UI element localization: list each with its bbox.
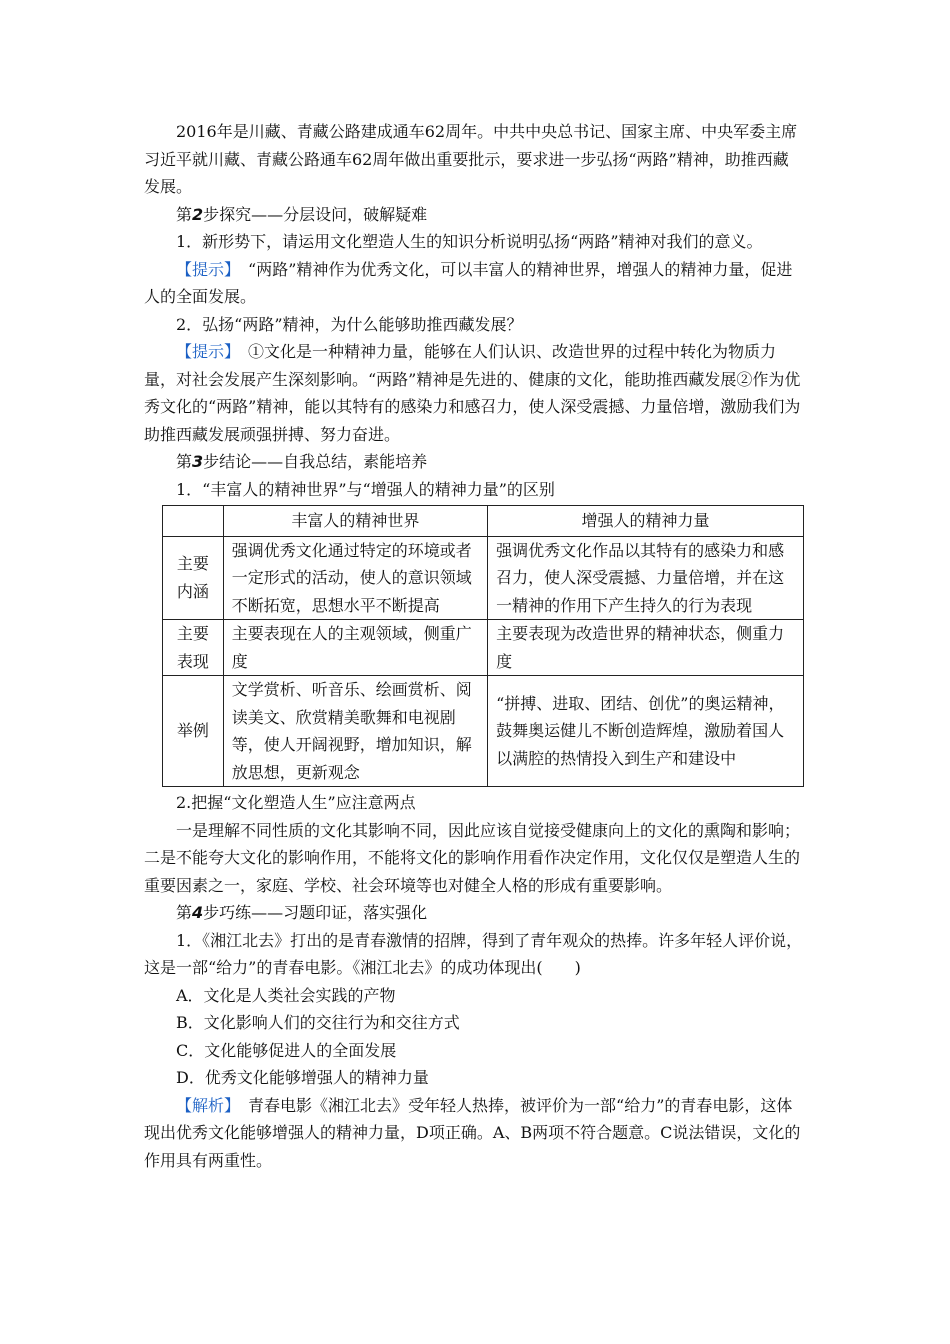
hint-label: 【提示】 — [176, 342, 233, 361]
table-header-row — [163, 506, 804, 537]
option-b: B．文化影响人们的交往行为和交往方式 — [176, 1013, 460, 1032]
step-3-heading — [144, 448, 804, 476]
step-title: 步探究——分层设问，破解疑难 — [203, 204, 428, 224]
table-header-cell — [163, 506, 224, 537]
table-row — [163, 620, 804, 676]
option-d: D．优秀文化能够增强人的精神力量 — [176, 1068, 429, 1087]
analysis-text: 青春电影《湘江北去》受年轻人热捧，被评价为一部“给力”的青春电影，这体现出优秀文化能够增强人的精神力量，D项正确。A、B两项不符合题意。C说法错误，文化的作用具有两重性。 — [144, 1095, 801, 1170]
question-2: 2．弘扬“两路”精神，为什么能够助推西藏发展？ — [176, 314, 523, 334]
step-2-heading — [144, 201, 804, 229]
step-title: 步巧练——习题印证，落实强化 — [203, 903, 428, 922]
intro-paragraph: 2016年是川藏、青藏公路建成通车62周年。中共中央总书记、国家主席、中央军委主席习近平就川藏、青藏公路通车62周年做出重要批示，要求进一步弘扬“两路”精神，助推西藏发展。 — [144, 122, 798, 196]
table-row — [163, 676, 804, 787]
option-a: A．文化是人类社会实践的产物 — [176, 985, 396, 1005]
question-1: 1．新形势下，请运用文化塑造人生的知识分析说明弘扬“两路”精神对我们的意义。 — [176, 232, 763, 251]
step-prefix: 第 — [176, 903, 193, 922]
table-row — [163, 536, 804, 620]
table-cell: 主要表现在人的主观领域，侧重广度 — [223, 620, 487, 676]
hint-2-text: ①文化是一种精神力量，能够在人们认识、改造世界的过程中转化为物质力量，对社会发展产生深刻影响。“两路”精神是先进的、健康的文化，能助推西藏发展②作为优秀文化的“两路”精神，能以其特有的感染力和感召力，使人深受震撼、力量倍增，激励我们为助推西藏发展顽强拼搏、努力奋进。 — [144, 342, 801, 444]
hint-2 — [144, 338, 804, 448]
option-c: C．文化能够促进人的全面发展 — [176, 1040, 397, 1060]
step-number: 4 — [192, 903, 204, 922]
row-label: 主要内涵 — [163, 536, 224, 620]
hint-label: 【提示】 — [176, 259, 233, 279]
step-prefix: 第 — [176, 452, 193, 471]
step-4-heading — [144, 899, 804, 927]
table-header-cell: 增强人的精神力量 — [488, 506, 804, 537]
conclusion-2-text: 一是理解不同性质的文化其影响不同，因此应该自觉接受健康向上的文化的熏陶和影响；二是不能夸大文化的影响作用，不能将文化的影响作用看作决定作用，文化仅仅是塑造人生的重要因素之一，家庭、学校、社会环境等也对健全人格的形成有重要影响。 — [144, 820, 801, 895]
table-header-cell: 丰富人的精神世界 — [223, 506, 487, 537]
comparison-table — [162, 505, 804, 787]
table-cell: 文学赏析、听音乐、绘画赏析、阅读美文、欣赏精美歌舞和电视剧等，使人开阔视野，增加知识，解放思想，更新观念 — [223, 676, 487, 787]
hint-1-text: “两路”精神作为优秀文化，可以丰富人的精神世界，增强人的精神力量，促进人的全面发展。 — [144, 259, 793, 306]
table-cell: 强调优秀文化作品以其特有的感染力和感召力，使人深受震撼、力量倍增，并在这一精神的作用下产生持久的行为表现 — [488, 536, 804, 620]
document-content — [144, 118, 804, 1174]
analysis-label: 【解析】 — [176, 1095, 233, 1115]
table-cell: 强调优秀文化通过特定的环境或者一定形式的活动，使人的意识领域不断拓宽，思想水平不断提高 — [223, 536, 487, 620]
step-number: 2 — [192, 204, 204, 224]
analysis-paragraph — [144, 1092, 804, 1175]
table-cell: “拼搏、进取、团结、创优”的奥运精神，鼓舞奥运健儿不断创造辉煌，激励着国人以满腔的热情投入到生产和建设中 — [488, 676, 804, 787]
conclusion-2-title: 2.把握“文化塑造人生”应注意两点 — [176, 793, 416, 812]
conclusion-1-title: 1．“丰富人的精神世界”与“增强人的精神力量”的区别 — [176, 479, 555, 499]
step-prefix: 第 — [176, 204, 193, 224]
row-label: 举例 — [163, 676, 224, 787]
step-title: 步结论——自我总结，素能培养 — [203, 452, 428, 471]
row-label: 主要表现 — [163, 620, 224, 676]
exercise-1: 1．《湘江北去》打出的是青春激情的招牌，得到了青年观众的热捧。许多年轻人评价说，这是一部“给力”的青春电影。《湘江北去》的成功体现出( ) — [144, 930, 803, 977]
table-cell: 主要表现为改造世界的精神状态，侧重力度 — [488, 620, 804, 676]
hint-1 — [144, 256, 804, 311]
step-number: 3 — [192, 452, 204, 471]
